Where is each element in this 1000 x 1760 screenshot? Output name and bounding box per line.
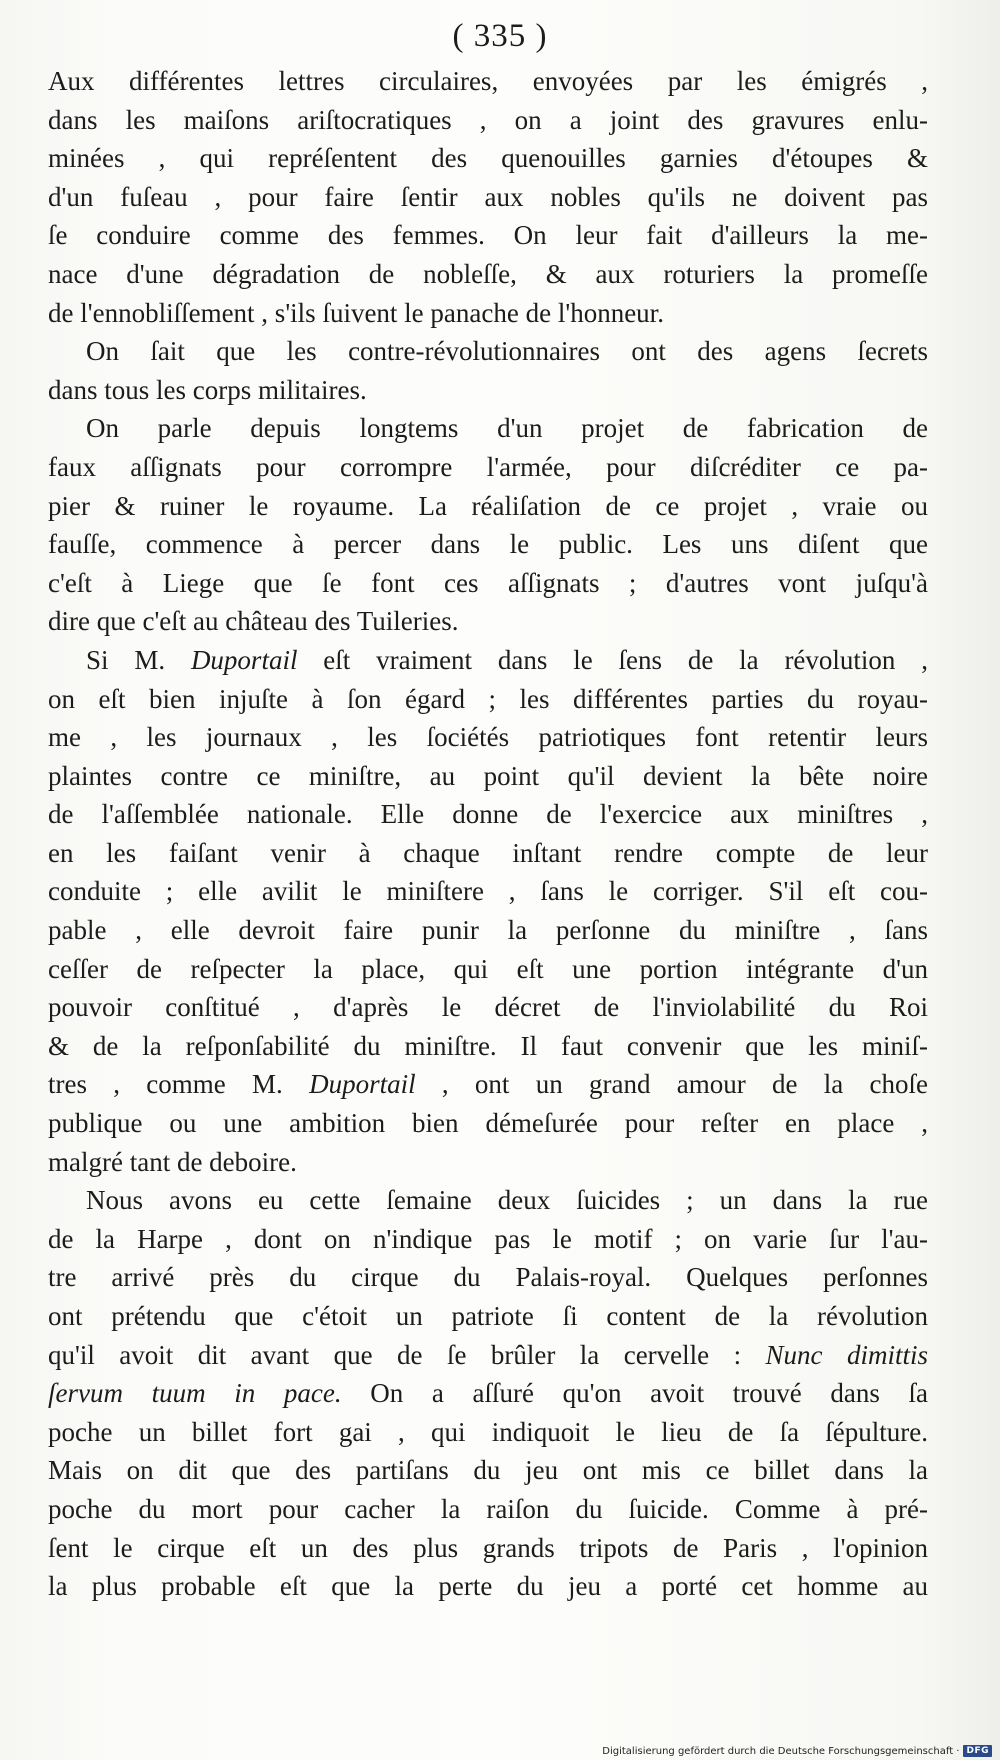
text-line: ſent le cirque eſt un des plus grands tripots de Paris , l'opinion xyxy=(48,1532,928,1563)
text-line: ſe conduire comme des femmes. On leur fait d'ailleurs la me- xyxy=(48,220,928,251)
text-run: tres , comme M. xyxy=(48,1069,310,1100)
text-line: on eſt bien injuſte à ſon égard ; les différentes parties du royau- xyxy=(48,683,928,714)
text-line: malgré tant de deboire. xyxy=(48,1146,297,1177)
text-line: conduite ; elle avilit le miniſtere , ſans le corriger. S'il eſt cou- xyxy=(48,876,928,907)
text-line xyxy=(48,1065,928,1104)
text-line: c'eſt à Liege que ſe font ces aſſignats ; d'autres vont juſqu'à xyxy=(48,567,928,598)
text-run: Si M. xyxy=(86,644,191,675)
text-line: poche du mort pour cacher la raiſon du ſuicide. Comme à pré- xyxy=(48,1493,928,1524)
text-line: en les faiſant venir à chaque inſtant rendre compte de leur xyxy=(48,837,928,868)
text-line xyxy=(48,1336,928,1375)
text-line: pier & ruiner le royaume. La réaliſation de ce projet , vraie ou xyxy=(48,490,928,521)
text-line xyxy=(48,1374,928,1413)
italic-name: Duportail xyxy=(309,1069,416,1100)
text-line: faux aſſignats pour corrompre l'armée, pour diſcréditer ce pa- xyxy=(48,451,928,482)
text-line: ont prétendu que c'étoit un patriote ſi content de la révolution xyxy=(48,1301,928,1331)
text-line: publique ou une ambition bien démeſurée pour reſter en place , xyxy=(48,1108,928,1139)
text-line: fauſſe, commence à percer dans le public. Les uns diſent que xyxy=(48,529,928,560)
text-line: dans les maiſons ariſtocratiques , on a joint des gravures enlu- xyxy=(48,104,928,135)
dfg-logo-icon: DFG xyxy=(963,1745,992,1757)
text-line: tre arrivé près du cirque du Palais-royal. Quelques perſonnes xyxy=(48,1262,928,1293)
text-line: poche un billet fort gai , qui indiquoit le lieu de ſa ſépulture. xyxy=(48,1416,928,1447)
text-line: plaintes contre ce miniſtre, au point qu'il devient la bête noire xyxy=(48,760,928,791)
text-line: de l'aſſemblée nationale. Elle donne de l'exercice aux miniſtres , xyxy=(48,799,928,830)
italic-name: Duportail xyxy=(190,644,298,675)
text-line: & de la reſponſabilité du miniſtre. Il faut convenir que les miniſ- xyxy=(48,1030,928,1061)
text-line xyxy=(48,641,928,680)
text-run: eſt vraiment dans le ſens de la révolution , xyxy=(297,644,928,675)
text-line: minées , qui repréſentent des quenouilles garnies d'étoupes & xyxy=(48,143,928,174)
text-line: Mais on dit que des partiſans du jeu ont mis ce billet dans la xyxy=(48,1455,928,1486)
text-line: On ſait que les contre-révolutionnaires ont des agens ſecrets xyxy=(86,336,928,367)
text-line: la plus probable eſt que la perte du jeu a porté cet homme au xyxy=(48,1571,928,1602)
text-run: , ont un grand amour de la choſe xyxy=(415,1069,928,1100)
text-line: de la Harpe , dont on n'indique pas le motif ; on varie ſur l'au- xyxy=(48,1223,928,1254)
text-run: On a aſſuré qu'on avoit trouvé dans ſa xyxy=(341,1378,928,1409)
text-line: nace d'une dégradation de nobleſſe, & aux roturiers la promeſſe xyxy=(48,258,928,289)
text-line: Aux différentes lettres circulaires, envoyées par les émigrés , xyxy=(48,66,928,96)
digitization-credit xyxy=(602,1745,992,1757)
text-line: ceſſer de reſpecter la place, qui eſt une portion intégrante d'un xyxy=(48,953,928,984)
italic-quote: ſervum tuum in pace. xyxy=(48,1378,342,1409)
text-line: pable , elle devroit faire punir la perſonne du miniſtre , ſans xyxy=(48,915,928,946)
italic-quote: Nunc dimittis xyxy=(765,1339,928,1370)
text-line: de l'ennobliſſement , s'ils ſuivent le panache de l'honneur. xyxy=(48,297,664,328)
text-line: dans tous les corps militaires. xyxy=(48,374,367,405)
text-run: qu'il avoit dit avant que de ſe brûler la cervelle : xyxy=(48,1339,766,1370)
text-line: Nous avons eu cette ſemaine deux ſuicides ; un dans la rue xyxy=(86,1185,928,1216)
text-line: pouvoir conſtitué , d'après le décret de l'inviolabilité du Roi xyxy=(48,992,928,1023)
text-line: me , les journaux , les ſociétés patriotiques font retentir leurs xyxy=(48,722,928,753)
body-text xyxy=(48,62,928,1606)
text-line: d'un fuſeau , pour faire ſentir aux nobles qu'ils ne doivent pas xyxy=(48,181,928,212)
text-line: On parle depuis longtems d'un projet de fabrication de xyxy=(86,413,928,444)
page-number: ( 335 ) xyxy=(452,18,548,54)
text-line: dire que c'eſt au château des Tuileries. xyxy=(48,606,459,637)
credit-text: Digitalisierung gefördert durch die Deutsche Forschungsgemeinschaft · xyxy=(602,1745,960,1757)
